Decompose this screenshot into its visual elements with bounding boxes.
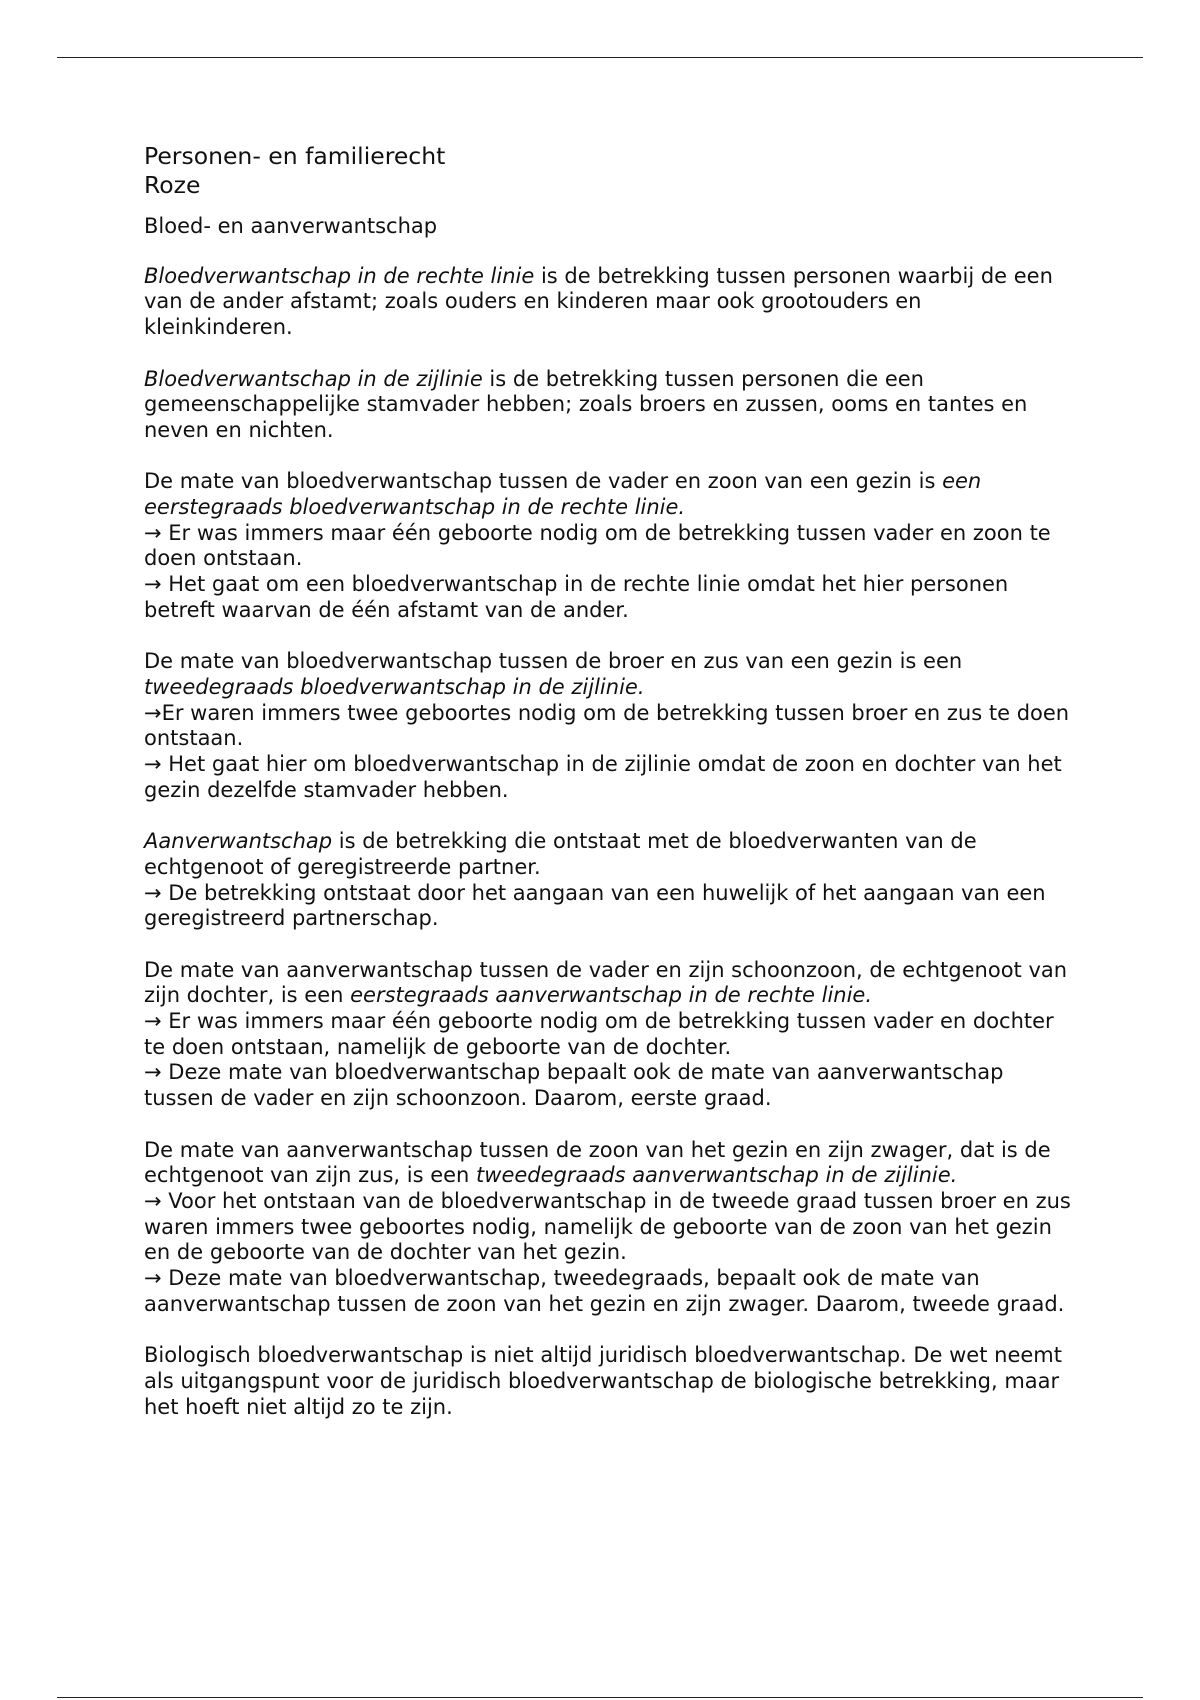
italic-term: een eerstegraads bloedverwantschap in de rechte linie. (144, 469, 982, 519)
paragraph (144, 958, 1074, 1112)
document-title: Personen- en familierecht (144, 142, 446, 170)
text-run: Biologisch bloedverwantschap is niet altijd juridisch bloedverwantschap. De wet neemt als uitgangspunt voor de juridisch bloedverwantschap de biologische betrekking, maar het hoeft niet altijd zo te zijn. (144, 1343, 1062, 1419)
paragraph (144, 469, 1074, 623)
italic-term: tweedegraads bloedverwantschap in de zijlinie. (144, 674, 645, 699)
text-run: → Er was immers maar één geboorte nodig om de betrekking tussen vader en dochter te doen ontstaan, namelijk de geboorte van de dochter. (144, 1009, 1054, 1059)
text-run: is de betrekking tussen personen waarbij de een van de ander afstamt; zoals ouders en kinderen maar ook grootouders en kleinkinderen. (144, 263, 1053, 340)
paragraph-line (144, 1343, 1074, 1420)
text-run: → Deze mate van bloedverwantschap bepaalt ook de mate van aanverwantschap tussen de vader en zijn schoonzoon. Daarom, eerste graad. (144, 1060, 1004, 1111)
paragraph-line (144, 829, 1074, 880)
text-run: De mate van aanverwantschap tussen de zoon van het gezin en zijn zwager, dat is de echtgenoot van zijn zus, is een (144, 1137, 1051, 1188)
paragraph-line (144, 521, 1074, 572)
paragraph (144, 649, 1074, 803)
paragraph-line (144, 264, 1074, 341)
italic-term: Bloedverwantschap in de zijlinie (144, 366, 483, 391)
italic-term: Aanverwantschap (144, 829, 333, 854)
text-run: is de betrekking tussen personen die een gemeenschappelijke stamvader hebben; zoals broers en zussen, ooms en tantes en neven en nichten. (144, 366, 1028, 442)
paragraph-line (144, 752, 1074, 803)
top-rule (57, 57, 1143, 58)
text-run: → De betrekking ontstaat door het aangaan van een huwelijk of het aangaan van een geregistreerd partnerschap. (144, 880, 1046, 931)
text-run: → Voor het ontstaan van de bloedverwantschap in de tweede graad tussen broer en zus waren immers twee geboortes nodig, namelijk de geboorte van de zoon van het gezin en de geboorte van de dochter van het gezin. (144, 1188, 1071, 1265)
paragraph-line (144, 649, 1074, 700)
paragraph-line (144, 572, 1074, 623)
paragraph-line (144, 367, 1074, 444)
bottom-rule (57, 1697, 1143, 1698)
paragraph-line (144, 881, 1074, 932)
paragraph-line (144, 1189, 1074, 1266)
italic-term: Bloedverwantschap in de rechte linie (144, 263, 535, 288)
paragraph-line (144, 958, 1074, 1009)
paragraph (144, 264, 1074, 341)
paragraph-line (144, 469, 1074, 520)
paragraph (144, 1138, 1074, 1318)
text-run: De mate van bloedverwantschap tussen de vader en zoon van een gezin is (144, 469, 943, 494)
italic-term: tweedegraads aanverwantschap in de zijlinie. (476, 1163, 958, 1188)
paragraph-line (144, 701, 1074, 752)
italic-term: eerstegraads aanverwantschap in de rechte linie. (350, 983, 873, 1008)
text-run: → Het gaat om een bloedverwantschap in de rechte linie omdat het hier personen betreft waarvan de één afstamt van de ander. (144, 572, 1009, 622)
text-run: → Deze mate van bloedverwantschap, tweedegraads, bepaalt ook de mate van aanverwantschap tussen de zoon van het gezin en zijn zwager. Daarom, tweede graad. (144, 1266, 1065, 1316)
text-run: →Er waren immers twee geboortes nodig om de betrekking tussen broer en zus te doen ontstaan. (144, 700, 1070, 751)
paragraph (144, 829, 1074, 932)
text-run: → Het gaat hier om bloedverwantschap in de zijlinie omdat de zoon en dochter van het gezin dezelfde stamvader hebben. (144, 752, 1062, 802)
text-run: De mate van bloedverwantschap tussen de broer en zus van een gezin is een (144, 649, 963, 674)
paragraph-line (144, 1060, 1074, 1111)
text-run: is de betrekking die ontstaat met de bloedverwanten van de echtgenoot of geregistreerde partner. (144, 829, 977, 879)
document-header (144, 142, 1074, 200)
paragraph-line (144, 1138, 1074, 1189)
text-run: De mate van aanverwantschap tussen de vader en zijn schoonzoon, de echtgenoot van zijn dochter, is een (144, 957, 1068, 1008)
paragraph (144, 367, 1074, 444)
paragraph-list (144, 264, 1074, 1421)
document-subtitle: Roze (144, 171, 201, 199)
paragraph (144, 1343, 1074, 1420)
document-body (144, 142, 1074, 1446)
text-run: → Er was immers maar één geboorte nodig om de betrekking tussen vader en zoon te doen ontstaan. (144, 520, 1051, 571)
paragraph-line (144, 1009, 1074, 1060)
paragraph-line (144, 1266, 1074, 1317)
section-title: Bloed- en aanverwantschap (144, 214, 438, 238)
